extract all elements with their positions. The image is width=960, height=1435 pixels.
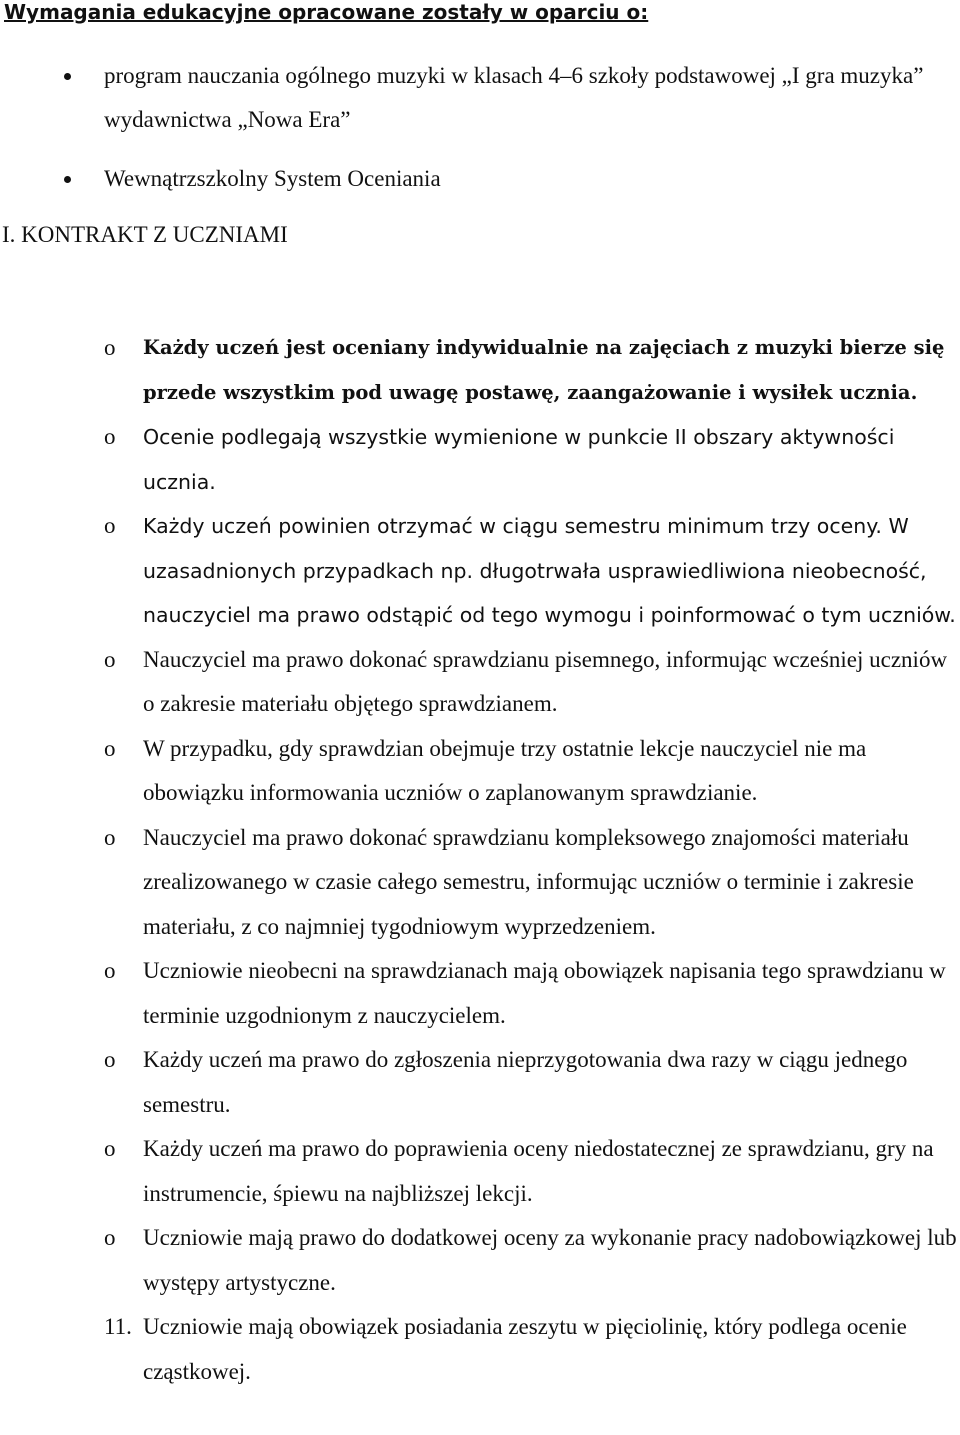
item-marker: o: [104, 335, 116, 360]
item-marker: o: [104, 824, 116, 850]
contract-item: [0, 816, 958, 950]
item-text: Każdy uczeń powinien otrzymać w ciągu semestru minimum trzy oceny. W uzasadnionych przypadkach np. długotrwała usprawiedliwiona nieobecność, nauczyciel ma prawo odstąpić od tego wymogu i poinformować o tym uczniów.: [143, 514, 956, 627]
contract-item: [0, 949, 958, 1038]
item-text: Uczniowie mają prawo do dodatkowej oceny za wykonanie pracy nadobowiązkowej lub występy artystyczne.: [143, 1225, 957, 1295]
item-text: Uczniowie mają obowiązek posiadania zeszytu w pięciolinię, który podlega ocenie cząstkowej.: [143, 1314, 907, 1384]
item-text: Każdy uczeń ma prawo do poprawienia oceny niedostatecznej ze sprawdzianu, gry na instrumencie, śpiewu na najbliższej lekcji.: [143, 1136, 934, 1206]
item-text: Każdy uczeń jest oceniany indywidualnie na zajęciach z muzyki bierze się przede wszystkim pod uwagę postawę, zaangażowanie i wysiłek ucznia.: [143, 336, 945, 404]
contract-item: [0, 415, 958, 504]
bullet-text: Wewnątrzszkolny System Oceniania: [104, 166, 441, 191]
item-marker: o: [104, 1047, 116, 1072]
bullet-text: program nauczania ogólnego muzyki w klasach 4–6 szkoły podstawowej „I gra muzyka” wydawnictwa „Nowa Era”: [104, 63, 924, 132]
bullet-dot-icon: [64, 73, 71, 80]
item-marker: o: [104, 735, 116, 761]
contract-item: [0, 326, 958, 415]
item-text: W przypadku, gdy sprawdzian obejmuje trzy ostatnie lekcje nauczyciel nie ma obowiązku informowania uczniów o zaplanowanym sprawdzianie.: [143, 735, 867, 805]
item-text: Każdy uczeń ma prawo do zgłoszenia nieprzygotowania dwa razy w ciągu jednego semestru.: [143, 1047, 908, 1117]
source-bullet-list: [0, 54, 960, 201]
item-marker: 11.: [104, 1314, 132, 1339]
contract-item: [0, 727, 958, 816]
item-text: Ocenie podlegają wszystkie wymienione w punkcie II obszary aktywności ucznia.: [143, 425, 895, 494]
contract-item: [0, 1216, 958, 1305]
item-marker: o: [104, 958, 116, 983]
contract-item-list: [0, 326, 960, 1394]
item-marker: o: [104, 1225, 116, 1250]
item-text: Uczniowie nieobecni na sprawdzianach mają obowiązek napisania tego sprawdzianu w terminie uzgodnionym z nauczycielem.: [143, 958, 946, 1028]
contract-item: [0, 638, 958, 727]
bullet-item: [0, 157, 944, 201]
contract-item-numbered: [0, 1305, 958, 1394]
document-heading: Wymagania edukacyjne opracowane zostały w oparciu o:: [4, 0, 649, 24]
item-marker: o: [104, 424, 116, 449]
section-title: I. KONTRAKT Z UCZNIAMI: [2, 222, 288, 247]
item-marker: o: [104, 513, 116, 538]
item-text: Nauczyciel ma prawo dokonać sprawdzianu kompleksowego znajomości materiału zrealizowanego w czasie całego semestru, informując uczniów o terminie i zakresie materiału, z co najmniej tygodniowym wyprzedzeniem.: [143, 824, 914, 939]
contract-item: [0, 1127, 958, 1216]
item-marker: o: [104, 646, 116, 672]
bullet-dot-icon: [64, 176, 71, 183]
bullet-item: [0, 54, 944, 142]
contract-item: [0, 1038, 958, 1127]
contract-item: [0, 504, 958, 638]
item-marker: o: [104, 1136, 116, 1161]
item-text: Nauczyciel ma prawo dokonać sprawdzianu pisemnego, informując wcześniej uczniów o zakresie materiału objętego sprawdzianem.: [143, 646, 948, 716]
